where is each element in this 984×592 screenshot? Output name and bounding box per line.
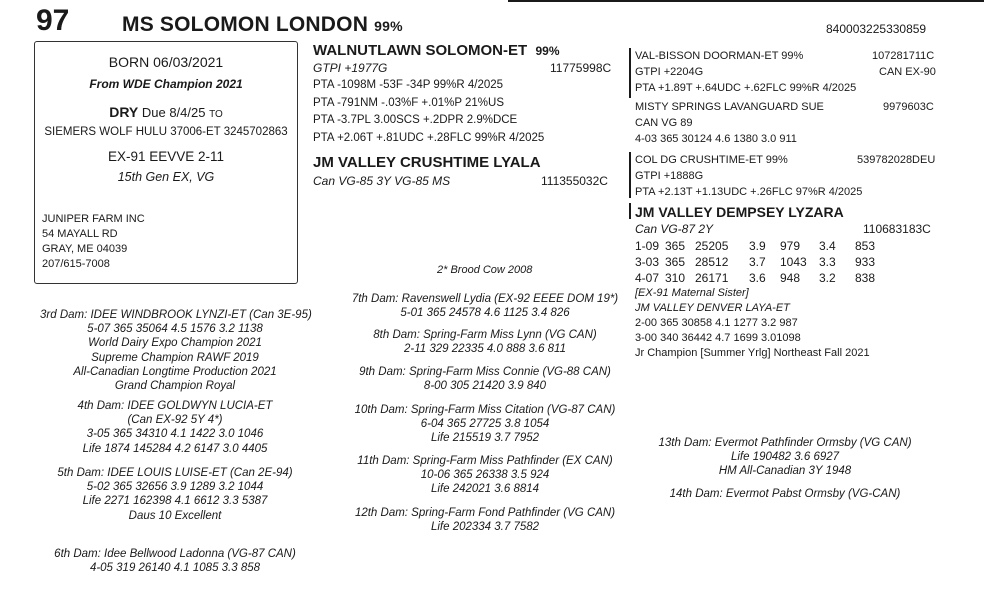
- record-cell: 933: [855, 255, 876, 269]
- sire-name-text: WALNUTLAWN SOLOMON-ET: [313, 42, 528, 59]
- dry-line: [36, 104, 296, 120]
- owner-line: 207/615-7008: [42, 258, 110, 270]
- sire-gtpi: GTPI +1977G: [313, 61, 388, 75]
- owner-line: 54 MAYALL RD: [42, 228, 118, 240]
- eleventh-dam-block: [345, 454, 625, 497]
- dam-line: 8th Dam: Spring-Farm Miss Lynn (VG CAN): [373, 329, 597, 341]
- dam-sire-pta: PTA +2.13T +1.13UDC +.26FLC 97%R 4/2025: [635, 186, 863, 198]
- owner-address: [42, 212, 145, 272]
- generation: 15th Gen EX, VG: [117, 170, 215, 184]
- table-row: [635, 254, 875, 270]
- fifth-dam-block: [40, 466, 310, 523]
- sire-dam-reg: 9979603C: [883, 101, 934, 113]
- dry-label: DRY: [109, 104, 139, 120]
- animal-pct: 99%: [374, 18, 403, 34]
- record-cell: 3.7: [749, 255, 766, 269]
- lot-number: 97: [36, 4, 70, 37]
- record-cell: 3.3: [819, 255, 836, 269]
- dam-line: World Dairy Expo Champion 2021: [88, 337, 262, 350]
- sire-dam-record: 4-03 365 30124 4.6 1380 3.0 911: [635, 133, 797, 145]
- dam-dam-class: Can VG-87 2Y: [635, 222, 714, 236]
- dam-line: Life 2271 162398 4.1 6612 3.3 5387: [82, 495, 268, 508]
- sire-pta-line: PTA +2.06T +.81UDC +.28FLC 99%R 4/2025: [313, 131, 545, 144]
- sire-sire-gtpi: GTPI +2204G: [635, 66, 704, 78]
- record-cell: 26171: [695, 271, 729, 285]
- eighth-dam-block: [345, 328, 625, 356]
- dam-line: 2-11 329 22335 4.0 888 3.6 811: [404, 343, 566, 356]
- pedigree-bracket: [629, 152, 631, 198]
- brood-cow-note: 2* Brood Cow 2008: [437, 264, 533, 276]
- dam-name: JM VALLEY CRUSHTIME LYALA: [313, 154, 541, 171]
- dam-line: Life 190482 3.6 6927: [730, 451, 840, 464]
- thirteenth-dam-block: [640, 436, 930, 479]
- sire-dam-class: CAN VG 89: [635, 117, 693, 129]
- dam-line: 5-02 365 32656 3.9 1289 3.2 1044: [86, 481, 264, 494]
- animal-name: [122, 13, 403, 37]
- dam-dam-records: [635, 238, 875, 286]
- dam-line: Supreme Champion RAWF 2019: [91, 351, 259, 364]
- sire-dam-name: MISTY SPRINGS LAVANGUARD SUE: [635, 101, 824, 113]
- maternal-sister-note: [EX-91 Maternal Sister]: [635, 287, 749, 299]
- third-dam-block: [40, 308, 310, 393]
- dam-line: 5-01 365 24578 4.6 1125 3.4 826: [400, 307, 570, 320]
- sire-pta-block: [313, 77, 544, 147]
- record-cell: 1-09: [635, 239, 660, 253]
- dam-line: 5th Dam: IDEE LOUIS LUISE-ET (Can 2E-94): [57, 467, 293, 479]
- due-date: Due 8/4/25: [138, 105, 210, 120]
- dam-line: 6th Dam: Idee Bellwood Ladonna (VG-87 CAN): [54, 548, 296, 560]
- record-cell: 3.2: [819, 271, 836, 285]
- sire-pta-line: PTA -1098M -53F -34P 99%R 4/2025: [313, 79, 504, 91]
- service-sire: SIEMERS WOLF HULU 37006-ET 3245702863: [44, 126, 288, 138]
- dam-line: Life 242021 3.6 8814: [430, 483, 540, 496]
- tenth-dam-block: [345, 403, 625, 446]
- sire-sire-name: VAL-BISSON DOORMAN-ET 99%: [635, 50, 804, 62]
- sire-pta-line: PTA -3.7PL 3.00SCS +.2DPR 2.9%DCE: [313, 114, 518, 126]
- record-cell: 4-07: [635, 271, 660, 285]
- record-cell: 853: [855, 239, 876, 253]
- dam-line: 12th Dam: Spring-Farm Fond Pathfinder (VG CAN): [354, 507, 616, 519]
- seventh-dam-block: [345, 292, 625, 320]
- record-cell: 365: [665, 239, 686, 253]
- sister-honor: Jr Champion [Summer Yrlg] Northeast Fall 2021: [635, 347, 870, 359]
- twelfth-dam-block: [345, 506, 625, 534]
- animal-name-text: MS SOLOMON LONDON: [122, 13, 369, 36]
- dam-line: 4th Dam: IDEE GOLDWYN LUCIA-ET: [77, 400, 273, 412]
- dam-line: 13th Dam: Evermot Pathfinder Ormsby (VG CAN): [658, 437, 912, 449]
- dam-sire-name: COL DG CRUSHTIME-ET 99%: [635, 154, 788, 166]
- registration-number: 840003225330859: [826, 22, 927, 36]
- sire-sire-reg: 107281711C: [872, 50, 935, 62]
- dam-line: 4-05 319 26140 4.1 1085 3.3 858: [89, 562, 261, 575]
- dam-line: 7th Dam: Ravenswell Lydia (EX-92 EEEE DOM 19*): [351, 293, 619, 305]
- dam-line: All-Canadian Longtime Production 2021: [73, 365, 277, 378]
- sire-sire-class: CAN EX-90: [879, 66, 936, 78]
- sixth-dam-block: [40, 547, 310, 575]
- dam-line: 8-00 305 21420 3.9 840: [423, 380, 547, 393]
- record-cell: 3.4: [819, 239, 836, 253]
- dam-sire-reg: 539782028DEU: [857, 154, 936, 166]
- dam-classification: Can VG-85 3Y VG-85 MS: [313, 174, 451, 188]
- record-cell: 365: [665, 255, 686, 269]
- record-cell: 3.6: [749, 271, 766, 285]
- dam-line: Grand Champion Royal: [114, 380, 236, 393]
- record-cell: 3.9: [749, 239, 766, 253]
- dam-dam-name: JM VALLEY DEMPSEY LYZARA: [635, 204, 844, 220]
- top-rule: [508, 0, 984, 2]
- record-cell: 1043: [780, 255, 807, 269]
- sire-pct: 99%: [535, 44, 560, 58]
- record-cell: 979: [780, 239, 801, 253]
- record-cell: 25205: [695, 239, 729, 253]
- ninth-dam-block: [345, 365, 625, 393]
- table-row: [635, 270, 875, 286]
- dam-line: Daus 10 Excellent: [128, 509, 222, 522]
- dam-line: 9th Dam: Spring-Farm Miss Connie (VG-88 CAN): [359, 366, 611, 378]
- pedigree-bracket: [629, 48, 631, 98]
- dam-line: 3-05 365 34310 4.1 1422 3.0 1046: [86, 428, 264, 441]
- sire-name: [313, 42, 560, 59]
- dam-line: 10th Dam: Spring-Farm Miss Citation (VG-87 CAN): [354, 404, 616, 416]
- dam-line: HM All-Canadian 3Y 1948: [718, 465, 852, 478]
- dam-sire-gtpi: GTPI +1888G: [635, 170, 704, 182]
- record-cell: 310: [665, 271, 686, 285]
- fourteenth-dam: 14th Dam: Evermot Pabst Ormsby (VG-CAN): [669, 488, 901, 500]
- record-cell: 838: [855, 271, 876, 285]
- to-label: TO: [209, 109, 223, 120]
- table-row: [635, 238, 875, 254]
- dam-registration: 111355032C: [541, 174, 608, 188]
- dam-dam-reg: 110683183C: [863, 222, 931, 236]
- sire-sire-pta: PTA +1.89T +.64UDC +.62FLC 99%R 4/2025: [635, 82, 857, 94]
- dam-line: 6-04 365 27725 3.8 1054: [420, 418, 550, 431]
- owner-line: JUNIPER FARM INC: [42, 213, 145, 225]
- sire-pta-line: PTA -791NM -.03%F +.01%P 21%US: [313, 96, 505, 109]
- dam-line: 3rd Dam: IDEE WINDBROOK LYNZI-ET (Can 3E-95): [40, 309, 312, 321]
- dam-line: Life 202334 3.7 7582: [430, 521, 540, 534]
- sister-record: 2-00 365 30858 4.1 1277 3.2 987: [635, 317, 798, 329]
- sister-name: JM VALLEY DENVER LAYA-ET: [635, 302, 790, 314]
- dam-line: (Can EX-92 5Y 4*): [127, 414, 223, 427]
- record-cell: 3-03: [635, 255, 660, 269]
- production-table: [635, 238, 875, 286]
- pedigree-bracket: [629, 203, 631, 219]
- dam-line: 5-07 365 35064 4.5 1576 3.2 1138: [87, 323, 263, 336]
- from-note: From WDE Champion 2021: [89, 77, 243, 91]
- dam-line: Life 1874 145284 4.2 6147 3.0 4405: [82, 442, 268, 455]
- born-date: BORN 06/03/2021: [108, 54, 224, 70]
- dam-line: Life 215519 3.7 7952: [430, 432, 540, 445]
- fourth-dam-block: [40, 399, 310, 456]
- record-cell: 28512: [695, 255, 729, 269]
- record-cell: 948: [780, 271, 801, 285]
- dam-line: 10-06 365 26338 3.5 924: [420, 469, 550, 482]
- sire-registration: 11775998C: [550, 61, 612, 75]
- sister-record: 3-00 340 36442 4.7 1699 3.01098: [635, 332, 801, 344]
- owner-line: GRAY, ME 04039: [42, 243, 128, 255]
- dam-line: 11th Dam: Spring-Farm Miss Pathfinder (EX CAN): [357, 455, 613, 467]
- classification: EX-91 EEVVE 2-11: [107, 149, 225, 164]
